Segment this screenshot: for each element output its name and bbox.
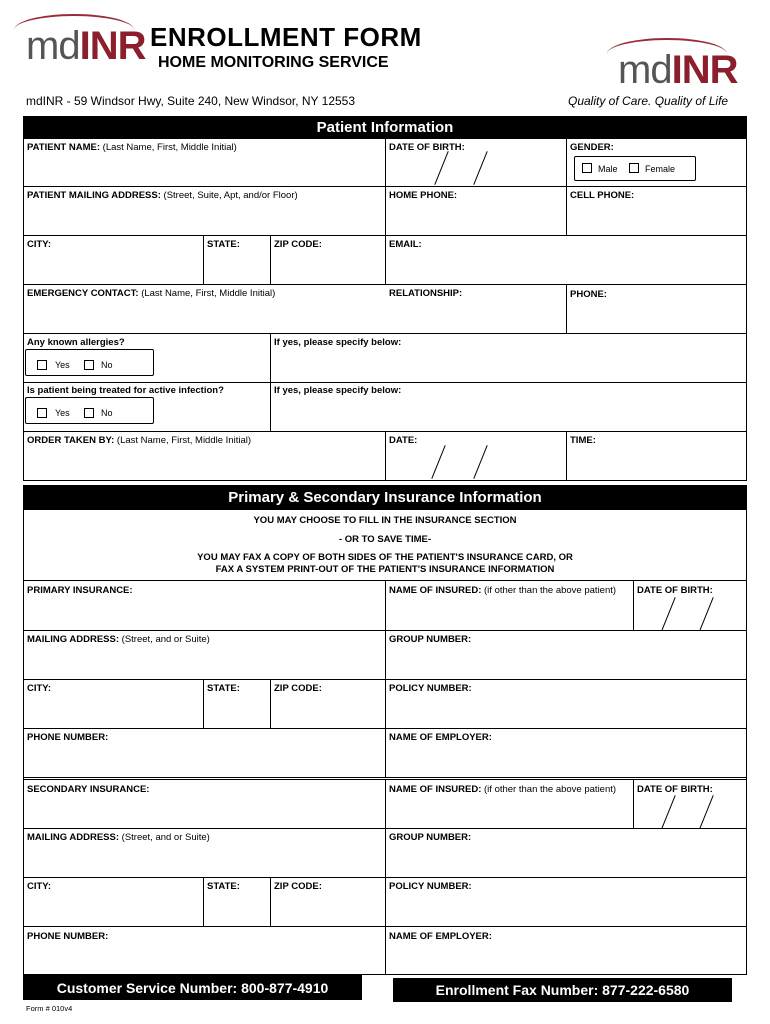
patient-name-field[interactable] <box>27 142 237 153</box>
infection-specify-field[interactable]: If yes, please specify below: <box>274 385 402 396</box>
primary-employer-field[interactable]: NAME OF EMPLOYER: <box>389 732 492 743</box>
relationship-field[interactable]: RELATIONSHIP: <box>389 288 463 299</box>
secondary-phone-number-field[interactable]: PHONE NUMBER: <box>27 931 109 942</box>
primary-zip-field[interactable]: ZIP CODE: <box>274 683 322 694</box>
dob-field[interactable]: DATE OF BIRTH: <box>389 142 465 153</box>
gender-male-label: Male <box>598 164 618 174</box>
gender-female-label: Female <box>645 164 676 174</box>
mailing-address-field[interactable] <box>27 190 298 201</box>
city-field[interactable]: CITY: <box>27 239 52 250</box>
allergies-no-checkbox[interactable] <box>84 360 94 370</box>
secondary-city-field[interactable]: CITY: <box>27 881 52 892</box>
primary-state-field[interactable]: STATE: <box>207 683 240 694</box>
allergies-specify-field[interactable]: If yes, please specify below: <box>274 337 402 348</box>
secondary-state-field[interactable]: STATE: <box>207 881 240 892</box>
gender-male-checkbox[interactable] <box>582 163 592 173</box>
logo-inr-text: INR <box>79 24 146 68</box>
mailing-address-hint: (Street, and or Suite) <box>121 634 210 645</box>
customer-service-number: Customer Service Number: 800-877-4910 <box>23 975 362 1000</box>
mailing-address-hint: (Street, Suite, Apt, and/or Floor) <box>163 190 298 201</box>
logo-md-text: md <box>26 24 80 68</box>
state-field[interactable]: STATE: <box>207 239 240 250</box>
primary-insured-name-field[interactable] <box>389 585 616 596</box>
logo-md-text: md <box>618 48 672 92</box>
insurance-instruction-4: FAX A SYSTEM PRINT-OUT OF THE PATIENT'S INSURANCE INFORMATION <box>215 564 555 575</box>
tagline: Quality of Care. Quality of Life <box>568 94 729 108</box>
infection-no-label: No <box>101 408 113 418</box>
emergency-contact-hint: (Last Name, First, Middle Initial) <box>141 288 276 299</box>
enrollment-fax-number: Enrollment Fax Number: 877-222-6580 <box>393 978 732 1002</box>
infection-yes-label: Yes <box>55 408 70 418</box>
primary-policy-number-field[interactable]: POLICY NUMBER: <box>389 683 472 694</box>
logo-right <box>618 48 737 93</box>
emergency-contact-label: EMERGENCY CONTACT: <box>27 288 139 299</box>
gender-female-checkbox[interactable] <box>629 163 639 173</box>
patient-name-label: PATIENT NAME: <box>27 142 101 153</box>
primary-city-field[interactable]: CITY: <box>27 683 52 694</box>
logo-inr-text: INR <box>671 48 738 92</box>
patient-section-header: Patient Information <box>23 116 747 138</box>
mailing-address-hint: (Street, and or Suite) <box>121 832 210 843</box>
secondary-insurance-field[interactable]: SECONDARY INSURANCE: <box>27 784 150 795</box>
allergies-question: Any known allergies? <box>27 337 125 348</box>
insured-name-label: NAME OF INSURED: <box>389 784 482 795</box>
insurance-instruction-1: YOU MAY CHOOSE TO FILL IN THE INSURANCE SECTION <box>253 515 517 526</box>
insurance-section-header: Primary & Secondary Insurance Information <box>23 485 747 509</box>
order-date-field[interactable]: DATE: <box>389 435 418 446</box>
mailing-address-label: PATIENT MAILING ADDRESS: <box>27 190 161 201</box>
order-taken-by-label: ORDER TAKEN BY: <box>27 435 115 446</box>
logo-left <box>26 24 145 69</box>
primary-insured-dob-field[interactable]: DATE OF BIRTH: <box>637 585 713 596</box>
allergies-yes-label: Yes <box>55 360 70 370</box>
infection-no-checkbox[interactable] <box>84 408 94 418</box>
home-phone-field[interactable]: HOME PHONE: <box>389 190 458 201</box>
form-number: Form # 010v4 <box>26 1004 73 1013</box>
page-title: ENROLLMENT FORM <box>150 22 422 52</box>
secondary-zip-field[interactable]: ZIP CODE: <box>274 881 322 892</box>
insurance-instruction-2: - OR TO SAVE TIME- <box>338 534 431 545</box>
zip-field[interactable]: ZIP CODE: <box>274 239 322 250</box>
gender-label: GENDER: <box>570 142 614 153</box>
order-taken-by-field[interactable] <box>27 435 251 446</box>
primary-phone-number-field[interactable]: PHONE NUMBER: <box>27 732 109 743</box>
secondary-mailing-address-field[interactable] <box>27 832 210 843</box>
secondary-group-number-field[interactable]: GROUP NUMBER: <box>389 832 472 843</box>
primary-insurance-field[interactable]: PRIMARY INSURANCE: <box>27 585 133 596</box>
order-time-field[interactable]: TIME: <box>570 435 596 446</box>
patient-name-hint: (Last Name, First, Middle Initial) <box>102 142 237 153</box>
order-taken-by-hint: (Last Name, First, Middle Initial) <box>116 435 251 446</box>
insured-name-label: NAME OF INSURED: <box>389 585 482 596</box>
mailing-address-label: MAILING ADDRESS: <box>27 832 120 843</box>
secondary-policy-number-field[interactable]: POLICY NUMBER: <box>389 881 472 892</box>
primary-mailing-address-field[interactable] <box>27 634 210 645</box>
insurance-instruction-3: YOU MAY FAX A COPY OF BOTH SIDES OF THE PATIENT'S INSURANCE CARD, OR <box>197 552 573 563</box>
page-subtitle: HOME MONITORING SERVICE <box>158 54 389 71</box>
infection-yes-checkbox[interactable] <box>37 408 47 418</box>
cell-phone-field[interactable]: CELL PHONE: <box>570 190 635 201</box>
infection-question: Is patient being treated for active infection? <box>27 385 224 396</box>
mailing-address-label: MAILING ADDRESS: <box>27 634 120 645</box>
secondary-insured-name-field[interactable] <box>389 784 616 795</box>
emergency-phone-field[interactable]: PHONE: <box>570 289 607 300</box>
allergies-yes-checkbox[interactable] <box>37 360 47 370</box>
insured-name-hint: (if other than the above patient) <box>484 784 617 795</box>
allergies-no-label: No <box>101 360 113 370</box>
email-field[interactable]: EMAIL: <box>389 239 422 250</box>
emergency-contact-field[interactable] <box>27 288 275 299</box>
secondary-employer-field[interactable]: NAME OF EMPLOYER: <box>389 931 492 942</box>
secondary-insured-dob-field[interactable]: DATE OF BIRTH: <box>637 784 713 795</box>
company-address: mdINR - 59 Windsor Hwy, Suite 240, New Windsor, NY 12553 <box>26 94 356 108</box>
insured-name-hint: (if other than the above patient) <box>484 585 617 596</box>
primary-group-number-field[interactable]: GROUP NUMBER: <box>389 634 472 645</box>
